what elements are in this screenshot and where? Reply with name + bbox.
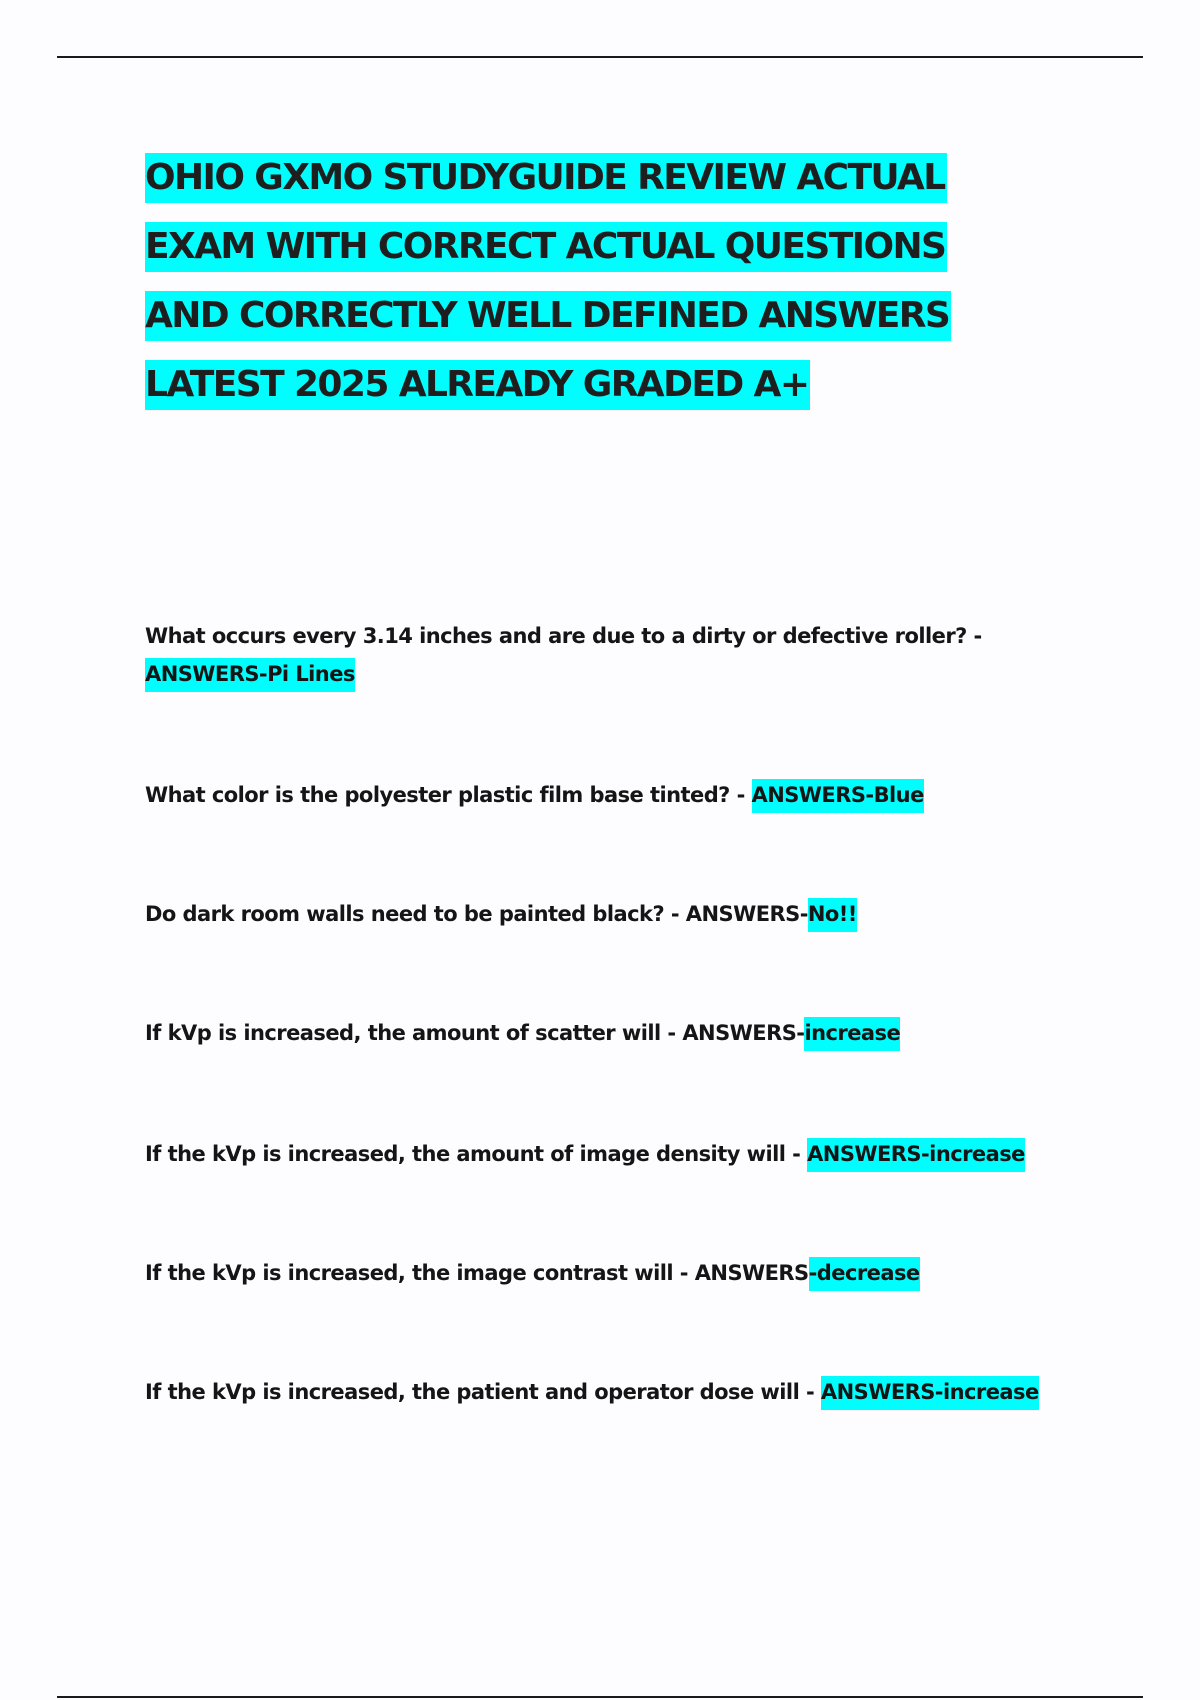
title-line-text: LATEST 2025 ALREADY GRADED A+ (145, 360, 810, 410)
answer-plain: ANSWERS- (685, 902, 808, 926)
document-title (145, 143, 951, 419)
title-line (145, 143, 951, 212)
answer-highlight: No!! (808, 898, 857, 932)
qa-item (145, 895, 857, 933)
qa-item (145, 776, 924, 814)
answer-highlight: -decrease (809, 1257, 920, 1291)
title-line-text: EXAM WITH CORRECT ACTUAL QUESTIONS (145, 222, 947, 272)
answer-highlight: ANSWERS-Blue (752, 779, 924, 813)
question-text: What occurs every 3.14 inches and are due to a dirty or defective roller? - (145, 624, 982, 648)
question-text: If the kVp is increased, the image contrast will - (145, 1261, 695, 1285)
qa-item (145, 1254, 920, 1292)
bottom-divider (57, 1696, 1143, 1698)
title-line-text: AND CORRECTLY WELL DEFINED ANSWERS (145, 291, 951, 341)
title-line-text: OHIO GXMO STUDYGUIDE REVIEW ACTUAL (145, 153, 947, 203)
answer-highlight: ANSWERS-increase (807, 1138, 1025, 1172)
question-text: Do dark room walls need to be painted black? - (145, 902, 686, 926)
title-line (145, 350, 951, 419)
question-text: If the kVp is increased, the patient and operator dose will - (145, 1380, 821, 1404)
answer-highlight: ANSWERS-increase (821, 1376, 1039, 1410)
answer-highlight: increase (804, 1017, 900, 1051)
question-text: What color is the polyester plastic film base tinted? - (145, 783, 752, 807)
qa-item (145, 1135, 1025, 1173)
qa-item (145, 617, 982, 693)
question-text: If the kVp is increased, the amount of image density will - (145, 1142, 808, 1166)
qa-item (145, 1014, 900, 1052)
answer-highlight: ANSWERS-Pi Lines (145, 658, 355, 692)
top-divider (57, 56, 1143, 58)
qa-item (145, 1373, 1039, 1411)
question-text: If kVp is increased, the amount of scatter will - (145, 1021, 683, 1045)
title-line (145, 212, 951, 281)
title-line (145, 281, 951, 350)
answer-plain: ANSWERS- (682, 1021, 805, 1045)
answer-plain: ANSWERS (694, 1261, 809, 1285)
